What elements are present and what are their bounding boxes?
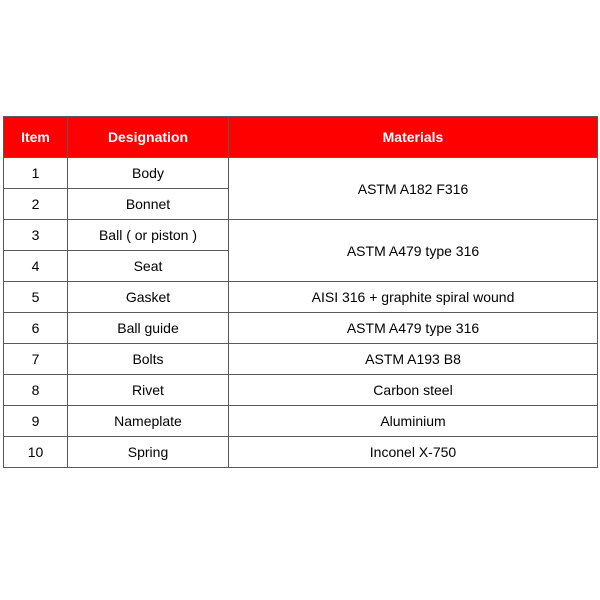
designation-cell: Rivet [68,375,229,406]
material-cell: Carbon steel [229,375,598,406]
designation-cell: Seat [68,251,229,282]
material-cell: ASTM A479 type 316 [229,220,598,282]
table-row [4,375,598,406]
designation-cell: Bolts [68,344,229,375]
materials-table [3,116,598,468]
material-cell: Aluminium [229,406,598,437]
designation-cell: Ball guide [68,313,229,344]
item-cell: 10 [4,437,68,468]
material-cell: ASTM A479 type 316 [229,313,598,344]
table-row [4,220,598,251]
table-row [4,158,598,189]
table-row [4,313,598,344]
item-cell: 3 [4,220,68,251]
material-cell: AISI 316 + graphite spiral wound [229,282,598,313]
table-row [4,437,598,468]
item-cell: 9 [4,406,68,437]
item-cell: 1 [4,158,68,189]
item-cell: 2 [4,189,68,220]
item-cell: 7 [4,344,68,375]
designation-cell: Ball ( or piston ) [68,220,229,251]
table-header-row [4,117,598,158]
item-cell: 6 [4,313,68,344]
designation-cell: Bonnet [68,189,229,220]
designation-cell: Gasket [68,282,229,313]
designation-cell: Nameplate [68,406,229,437]
material-cell: ASTM A193 B8 [229,344,598,375]
designation-cell: Body [68,158,229,189]
item-cell: 4 [4,251,68,282]
designation-cell: Spring [68,437,229,468]
material-cell: ASTM A182 F316 [229,158,598,220]
header-designation: Designation [68,117,229,158]
table-row [4,406,598,437]
material-cell: Inconel X-750 [229,437,598,468]
item-cell: 5 [4,282,68,313]
table-row [4,344,598,375]
header-item: Item [4,117,68,158]
item-cell: 8 [4,375,68,406]
header-materials: Materials [229,117,598,158]
table-row [4,282,598,313]
